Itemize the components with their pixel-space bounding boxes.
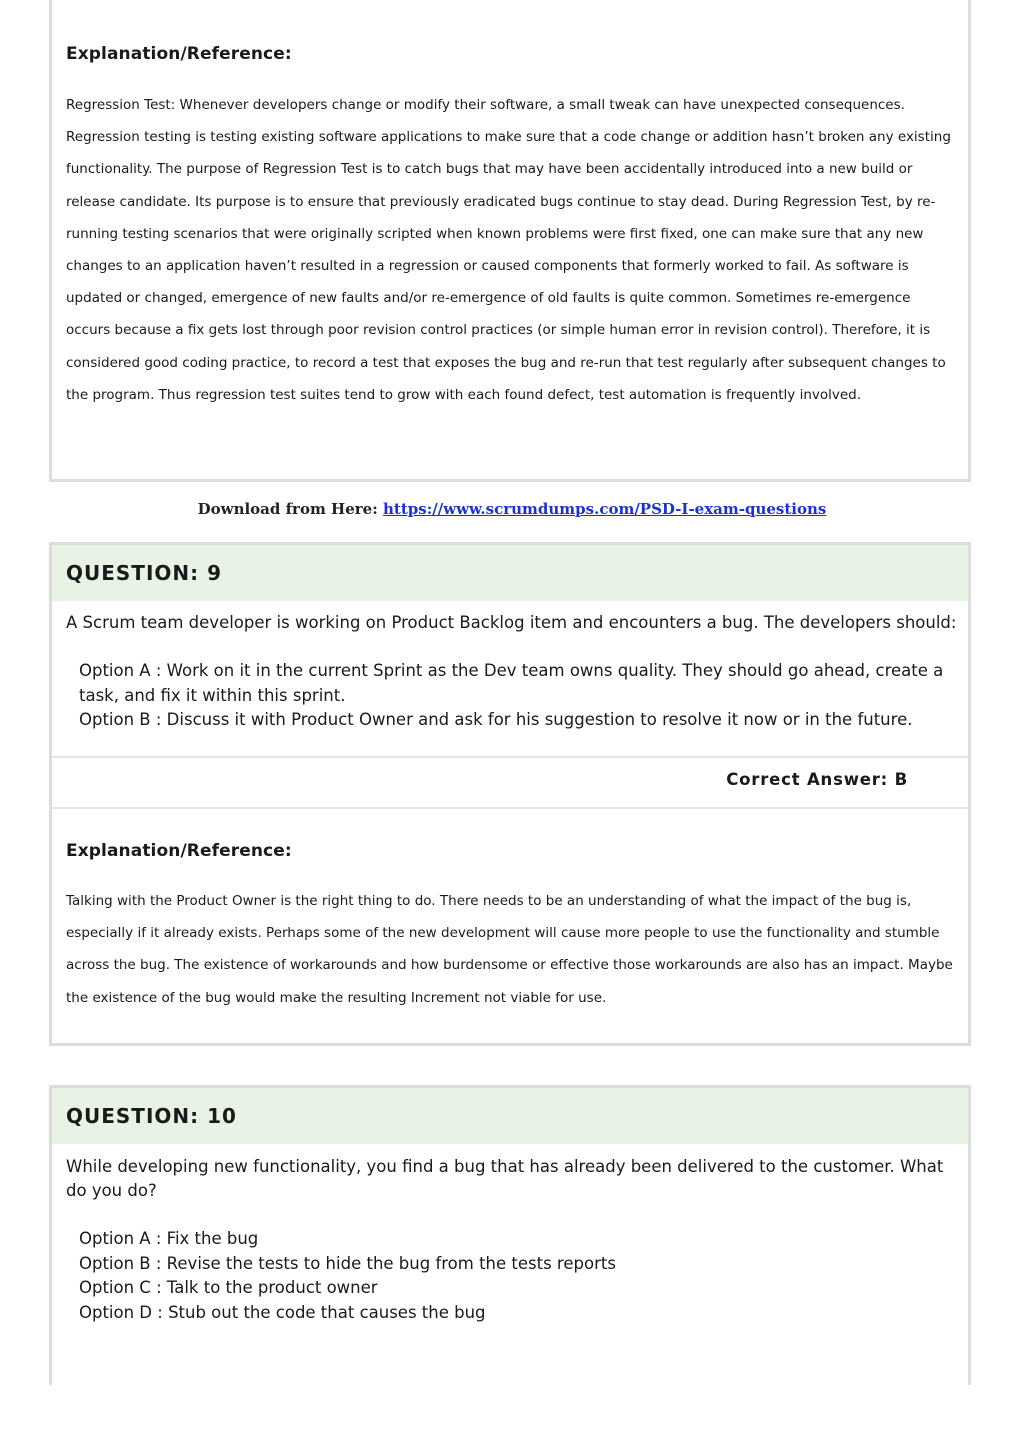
- download-label: Download from Here:: [197, 500, 378, 518]
- option-a: Option A : Work on it in the current Sprint as the Dev team owns quality. They should go ahead, create a task, and fix it within this sprint.: [79, 661, 944, 705]
- divider: [52, 756, 968, 758]
- question-text: A Scrum team developer is working on Product Backlog item and encounters a bug. The developers should:: [66, 613, 957, 632]
- question-panel-9: [49, 542, 971, 1046]
- question-title: QUESTION: 9: [66, 561, 223, 585]
- option-b: Option B : Discuss it with Product Owner and ask for his suggestion to resolve it now or in the future.: [79, 710, 913, 729]
- explanation-title: Explanation/Reference:: [66, 841, 292, 861]
- option-d: Option D : Stub out the code that causes the bug: [79, 1302, 486, 1322]
- download-link[interactable]: https://www.scrumdumps.com/PSD-I-exam-questions: [383, 500, 827, 518]
- explanation-body: Talking with the Product Owner is the right thing to do. There needs to be an understanding of what the impact of the bug is, especially if it already exists. Perhaps some of the new development will cause more people to use the functionality and stumble across the bug. The existence of workarounds and how burdensome or effective those workarounds are also has an impact. Maybe the existence of the bug would make the resulting Increment not viable for use.: [66, 893, 953, 1006]
- question-title: QUESTION: 10: [66, 1104, 237, 1128]
- explanation-title: Explanation/Reference:: [66, 44, 292, 64]
- option-list: [79, 659, 949, 733]
- divider: [52, 807, 968, 809]
- explanation-panel-q8: [49, 0, 971, 482]
- question-header: [52, 545, 968, 601]
- option-b: Option B : Revise the tests to hide the bug from the tests reports: [79, 1253, 616, 1273]
- correct-answer: Correct Answer: B: [726, 770, 908, 789]
- option-c: Option C : Talk to the product owner: [79, 1278, 378, 1297]
- question-panel-10: [49, 1085, 971, 1385]
- option-list: [79, 1227, 949, 1325]
- question-text: While developing new functionality, you find a bug that has already been delivered to the customer. What do you do?: [66, 1157, 944, 1200]
- explanation-body: Regression Test: Whenever developers change or modify their software, a small tweak can have unexpected consequences. Regression testing is testing existing software applications to make sure that a code change or addition hasn’t broken any existing functionality. The purpose of Regression Test is to catch bugs that may have been accidentally introduced into a new build or release candidate. Its purpose is to ensure that previously eradicated bugs continue to stay dead. During Regression Test, by re-running testing scenarios that were originally scripted when known problems were first fixed, one can make sure that any new changes to an application haven’t resulted in a regression or caused components that formerly worked to fail. As software is updated or changed, emergence of new faults and/or re-emergence of old faults is quite common. Sometimes re-emergence occurs because a fix gets lost through poor revision control practices (or simple human error in revision control). Therefore, it is considered good coding practice, to record a test that exposes the bug and re-run that test regularly after subsequent changes to the program. Thus regression test suites tend to grow with each found defect, test automation is frequently involved.: [66, 97, 951, 403]
- download-line: [0, 500, 1024, 518]
- question-header: [52, 1088, 968, 1144]
- option-a: Option A : Fix the bug: [79, 1229, 259, 1248]
